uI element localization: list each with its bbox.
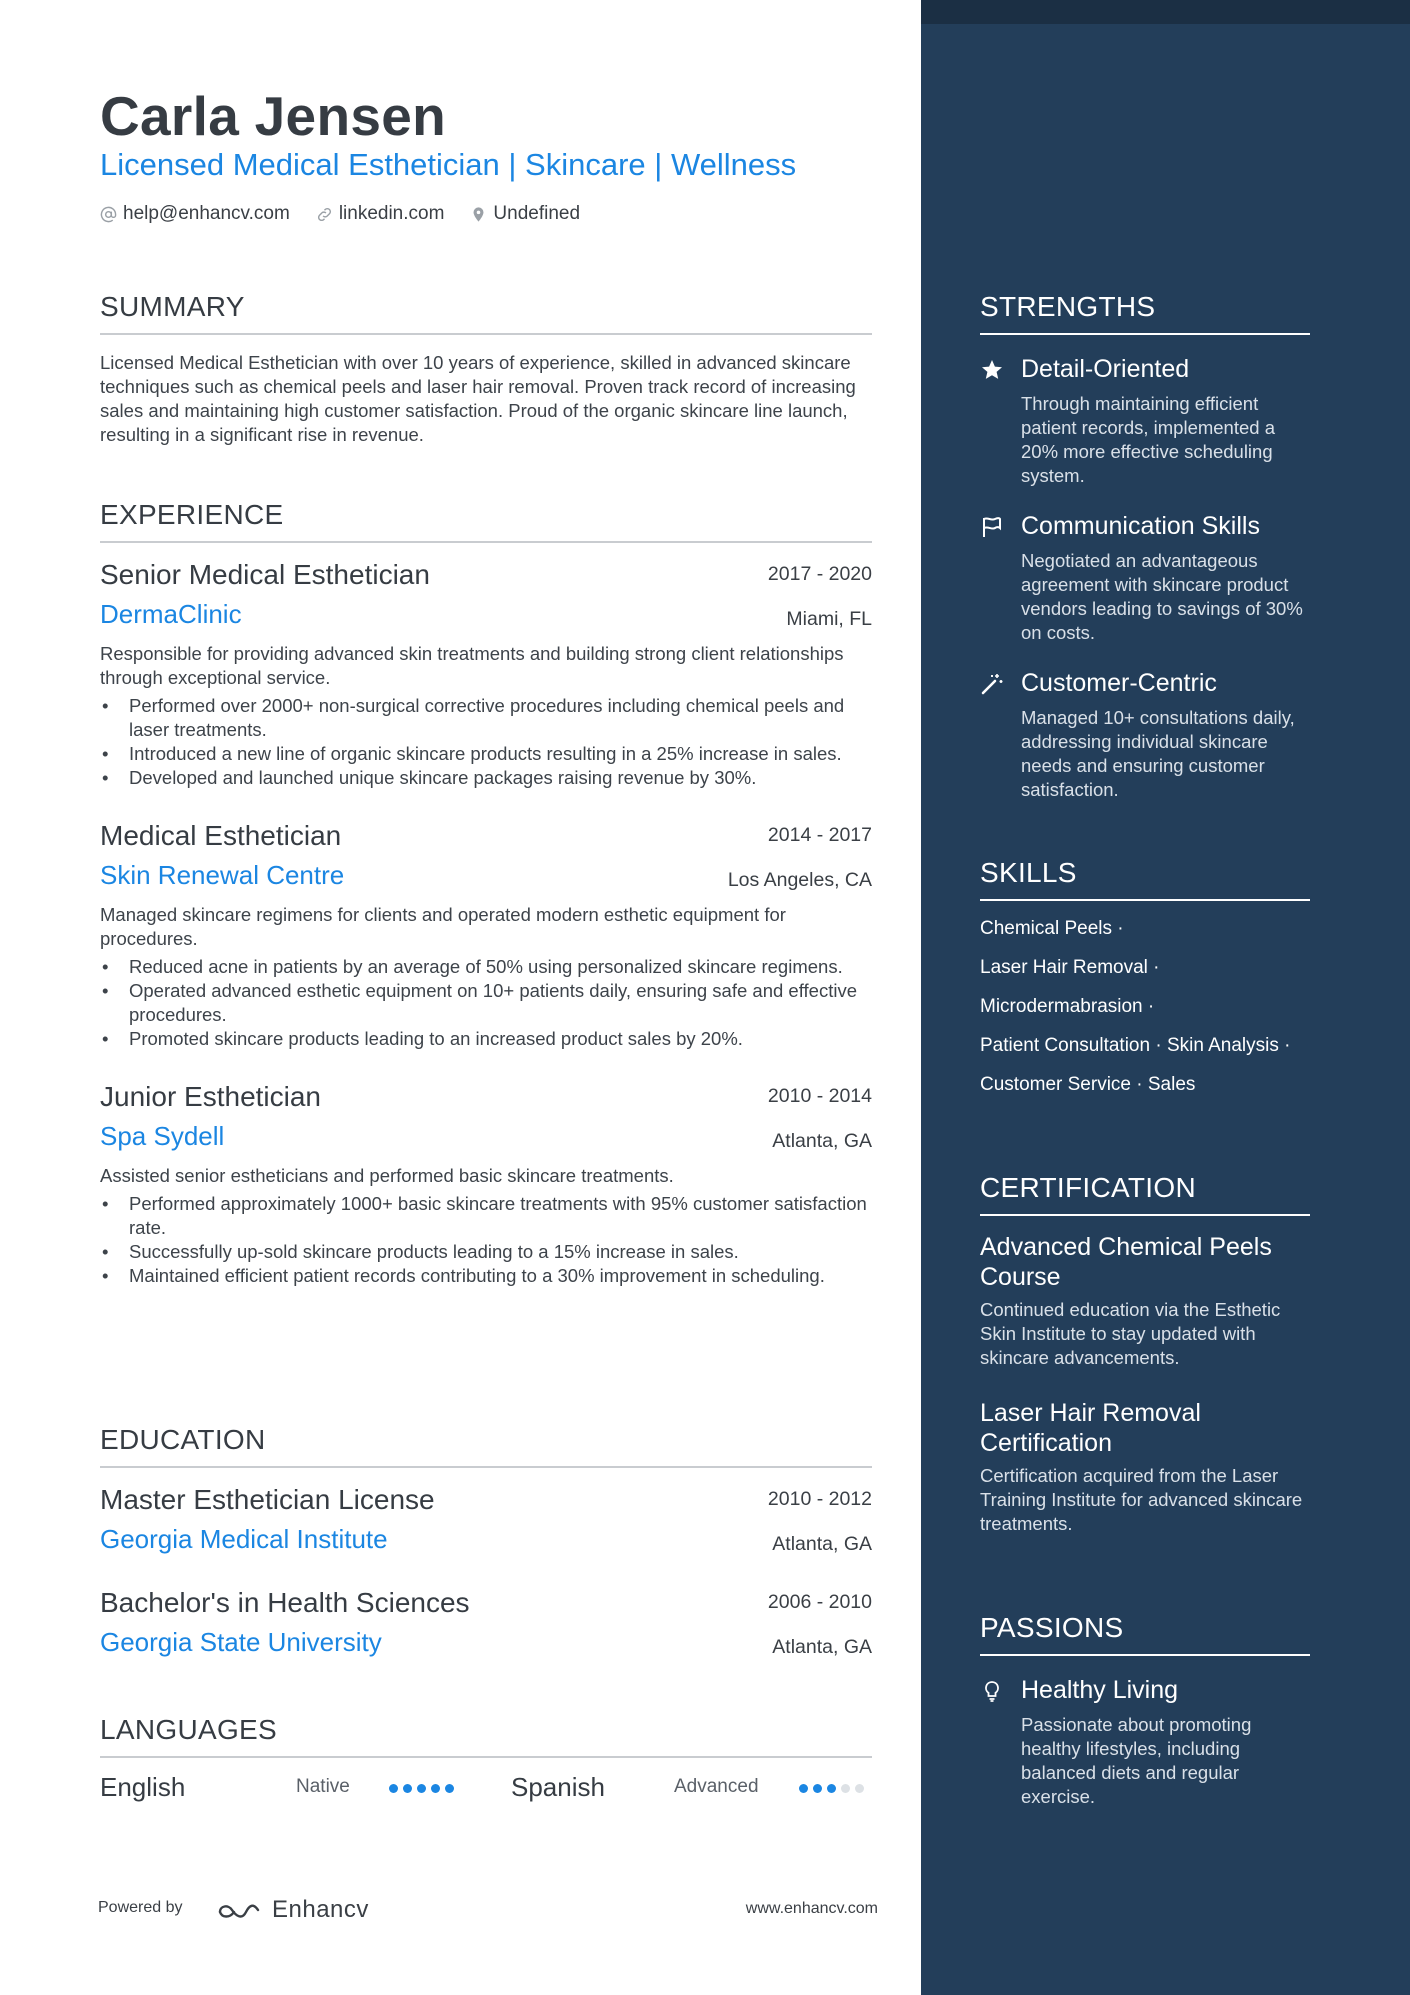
skills-section [980,857,1310,1096]
job-location: Atlanta, GA [772,1130,872,1152]
job-bullets [100,1192,872,1288]
contact-linkedin[interactable] [316,203,445,225]
candidate-headline: Licensed Medical Esthetician | Skincare | Wellness [100,147,797,182]
language-name: Spanish [511,1772,605,1802]
strength-description: Negotiated an advantageous agreement with skincare product vendors leading to savings of 30% on costs. [1021,550,1303,643]
education-dates: 2010 - 2012 [767,1488,872,1510]
certification-description: Continued education via the Esthetic Skin Institute to stay updated with skincare advancements. [980,1299,1281,1368]
job-company: Skin Renewal Centre [100,860,345,890]
passion-title: Healthy Living [1021,1676,1179,1704]
job-bullet: • Successfully up-sold skincare products leading to a 15% increase in sales. [100,1240,872,1264]
rating-dot-filled [431,1784,440,1793]
certification-name: Advanced Chemical Peels Course [980,1233,1272,1291]
experience-title: EXPERIENCE [100,499,872,543]
strengths-section [980,291,1310,802]
strength-item [980,355,1310,488]
education-section [100,1424,872,1675]
strength-description: Managed 10+ consultations daily, addressing individual skincare needs and ensuring customer satisfaction. [1021,707,1295,800]
contact-email-text: help@enhancv.com [123,203,290,224]
rating-dot-filled [445,1784,454,1793]
job-title: Junior Esthetician [100,1081,322,1112]
job-description: Responsible for providing advanced skin treatments and building strong client relationships through exceptional service. [100,643,844,688]
magic-wand-icon [980,672,1004,696]
education-location: Atlanta, GA [772,1636,872,1658]
rating-dot-filled [403,1784,412,1793]
language-rating [799,1784,864,1793]
job-company: Spa Sydell [100,1121,225,1151]
skill-row: Microdermabrasion · [980,996,1155,1017]
contact-row [100,203,580,225]
certification-item [980,1232,1310,1370]
job-bullets [100,955,872,1051]
language-level: Native [296,1776,350,1797]
education-title: EDUCATION [100,1424,872,1468]
job-description: Assisted senior estheticians and performed basic skincare treatments. [100,1165,674,1186]
education-degree: Bachelor's in Health Sciences [100,1587,470,1618]
strength-description: Through maintaining efficient patient records, implemented a 20% more effective scheduling system. [1021,393,1275,486]
languages-section [100,1714,872,1822]
summary-text: Licensed Medical Esthetician with over 10 years of experience, skilled in advanced skincare techniques such as chemical peels and laser hair removal. Proven track record of increasing sales and maintaining high customer satisfaction. Proud of the organic skincare line launch, resulting in a significant rise in revenue. [100,352,856,445]
job-bullet: • Maintained efficient patient records contributing to a 30% improvement in scheduling. [100,1264,872,1288]
languages-row [100,1772,872,1822]
job-dates: 2010 - 2014 [767,1085,872,1107]
lightbulb-icon [980,1679,1004,1703]
job-bullet: • Performed over 2000+ non-surgical corrective procedures including chemical peels and laser treatments. [100,694,872,742]
job-bullet: • Operated advanced esthetic equipment on 10+ patients daily, ensuring safe and effective procedures. [100,979,872,1027]
certification-item [980,1398,1310,1536]
enhancv-logo-icon [216,1898,262,1922]
skill-row: Chemical Peels · [980,918,1124,939]
language-name: English [100,1772,186,1802]
strength-title: Detail-Oriented [1021,355,1190,383]
languages-title: LANGUAGES [100,1714,872,1758]
footer-website[interactable]: www.enhancv.com [745,1900,878,1917]
skills-title: SKILLS [980,857,1310,901]
rating-dot-filled [799,1784,808,1793]
strength-title: Communication Skills [1021,512,1260,540]
job-bullet: • Promoted skincare products leading to an increased product sales by 20%. [100,1027,872,1051]
education-degree: Master Esthetician License [100,1484,435,1515]
passions-title: PASSIONS [980,1612,1310,1656]
job-title: Senior Medical Esthetician [100,559,430,590]
skill-row: Patient Consultation · Skin Analysis · [980,1035,1291,1056]
job-entry [100,820,872,1051]
sidebar-top-bar [921,0,1410,24]
language-item [100,1772,185,1803]
contact-location-text: Undefined [493,203,581,224]
education-school: Georgia State University [100,1627,382,1657]
job-location: Los Angeles, CA [727,869,872,891]
language-rating [389,1784,454,1793]
job-bullet: • Reduced acne in patients by an average of 50% using personalized skincare regimens. [100,955,872,979]
brand-logo[interactable] [216,1896,369,1924]
education-dates: 2006 - 2010 [767,1591,872,1613]
flag-icon [980,515,1004,539]
candidate-name: Carla Jensen [100,85,447,147]
rating-dot-filled [813,1784,822,1793]
summary-section [100,291,872,447]
job-location: Miami, FL [786,608,872,630]
at-icon [100,206,117,223]
education-location: Atlanta, GA [772,1533,872,1555]
summary-title: SUMMARY [100,291,872,335]
job-bullet: • Developed and launched unique skincare packages raising revenue by 30%. [100,766,872,790]
contact-linkedin-text: linkedin.com [338,203,445,224]
language-level: Advanced [674,1776,759,1797]
job-dates: 2014 - 2017 [767,824,872,846]
education-entry [100,1484,872,1572]
passion-item [980,1676,1310,1809]
certification-name: Laser Hair Removal Certification [980,1399,1201,1457]
brand-name: Enhancv [272,1896,369,1923]
job-entry [100,1081,872,1288]
strength-item [980,512,1310,645]
language-item [511,1772,605,1803]
certification-section [980,1172,1310,1536]
passions-section [980,1612,1310,1809]
location-pin-icon [470,206,487,223]
certification-title: CERTIFICATION [980,1172,1310,1216]
skill-row: Laser Hair Removal · [980,957,1160,978]
job-bullet: • Introduced a new line of organic skincare products resulting in a 25% increase in sales. [100,742,872,766]
link-icon [316,206,333,223]
star-icon [980,358,1004,382]
job-description: Managed skincare regimens for clients and operated modern esthetic equipment for procedures. [100,904,786,949]
rating-dot-filled [389,1784,398,1793]
rating-dot-filled [417,1784,426,1793]
contact-email[interactable] [100,203,290,225]
footer [98,1896,878,1926]
skill-row: Customer Service · Sales [980,1074,1196,1095]
education-entry [100,1587,872,1675]
strength-item [980,669,1310,802]
strengths-title: STRENGTHS [980,291,1310,335]
rating-dot-empty [841,1784,850,1793]
job-bullets [100,694,872,790]
rating-dot-filled [827,1784,836,1793]
passion-description: Passionate about promoting healthy lifestyles, including balanced diets and regular exercise. [1021,1714,1252,1807]
job-company: DermaClinic [100,599,242,629]
rating-dot-empty [855,1784,864,1793]
strength-title: Customer-Centric [1021,669,1217,697]
job-title: Medical Esthetician [100,820,342,851]
education-school: Georgia Medical Institute [100,1524,388,1554]
job-entry [100,559,872,790]
experience-section [100,499,872,1288]
powered-by-label: Powered by [98,1899,183,1916]
contact-location [470,203,580,225]
certification-description: Certification acquired from the Laser Training Institute for advanced skincare treatments. [980,1465,1303,1534]
job-bullet: • Performed approximately 1000+ basic skincare treatments with 95% customer satisfaction rate. [100,1192,872,1240]
job-dates: 2017 - 2020 [767,563,872,585]
